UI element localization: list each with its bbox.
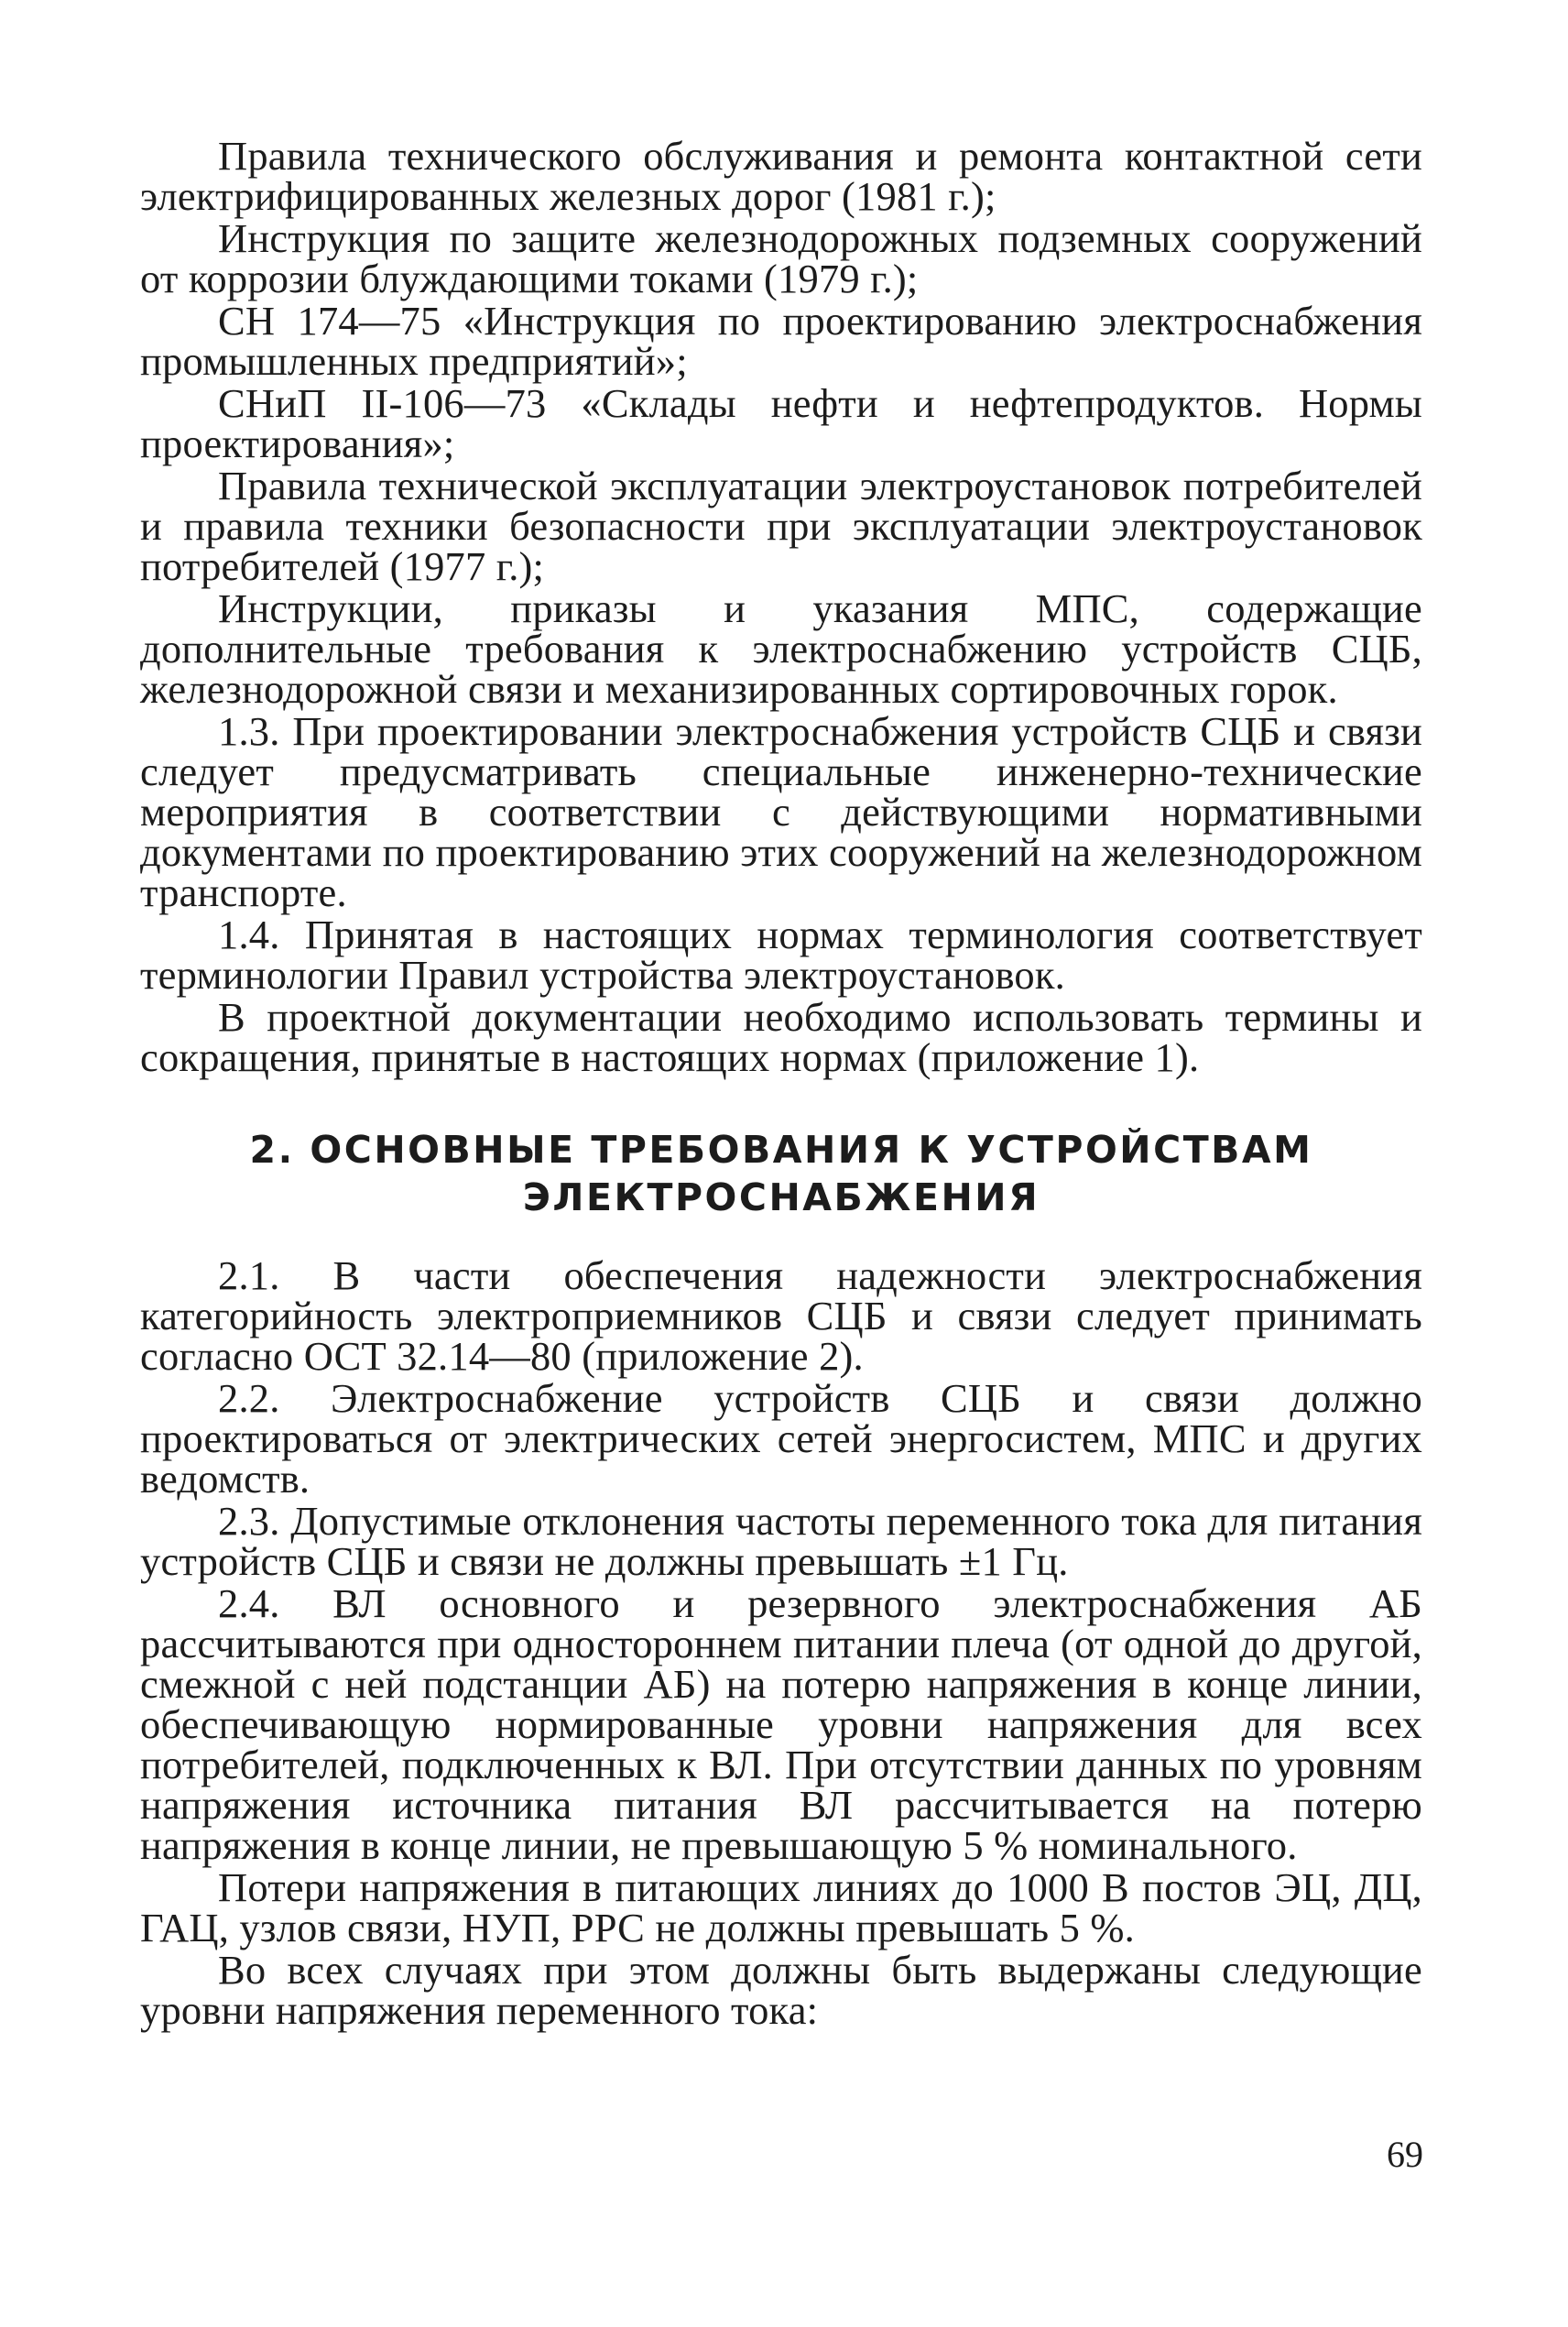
paragraph-sn-174-75: СН 174—75 «Инструкция по проектированию электроснабжения промышленных предприятий»;: [140, 298, 1422, 384]
section-heading: [140, 1126, 1422, 1221]
document-page: [140, 133, 1422, 2033]
page-number: 69: [1387, 2134, 1423, 2175]
paragraph-contact-network-rules: Правила технического обслуживания и ремонта контактной сети электрифицированных железных дорог (1981 г.);: [140, 133, 1422, 219]
paragraph-snip-ii-106-73: СНиП II-106—73 «Склады нефти и нефтепродуктов. Нормы проектирования»;: [140, 380, 1422, 466]
paragraph-voltage-losses: Потери напряжения в питающих линиях до 1000 В постов ЭЦ, ДЦ, ГАЦ, узлов связи, НУП, РРС не должны превышать 5 %.: [140, 1864, 1422, 1950]
section-heading-line1: 2. ОСНОВНЫЕ ТРЕБОВАНИЯ К УСТРОЙСТВАМ: [249, 1128, 1313, 1172]
paragraph-operation-rules: Правила технической эксплуатации электроустановок потребителей и правила техники безопасности при эксплуатации электроустановок потребителей (1977 г.);: [140, 463, 1422, 589]
paragraph-voltage-levels: Во всех случаях при этом должны быть выдержаны следующие уровни напряжения переменного тока:: [140, 1947, 1422, 2033]
paragraph-corrosion-instruction: Инструкция по защите железнодорожных подземных сооружений от коррозии блуждающими токами (1979 г.);: [140, 215, 1422, 301]
paragraph-2-2: 2.2. Электроснабжение устройств СЦБ и связи должно проектироваться от электрических сетей энергосистем, МПС и других ведомств.: [140, 1375, 1422, 1502]
paragraph-mps-instructions: Инструкции, приказы и указания МПС, содержащие дополнительные требования к электроснабжению устройств СЦБ, железнодорожной связи и механизированных сортировочных горок.: [140, 585, 1422, 712]
paragraph-2-4: 2.4. ВЛ основного и резервного электроснабжения АБ рассчитываются при одностороннем питании плеча (от одной до другой, смежной с ней подстанции АБ) на потерю напряжения в конце линии, обеспечивающую нормированные уровни напряжения для всех потребителей, подключенных к ВЛ. При отсутствии данных по уровням напряжения источника питания ВЛ рассчитывается на потерю напряжения в конце линии, не превышающую 5 % номинального.: [140, 1580, 1422, 1868]
paragraph-2-1: 2.1. В части обеспечения надежности электроснабжения категорийность электроприемников СЦБ и связи следует принимать согласно ОСТ 32.14—80 (приложение 2).: [140, 1252, 1422, 1379]
paragraph-1-3: 1.3. При проектировании электроснабжения устройств СЦБ и связи следует предусматривать специальные инженерно-технические мероприятия в соответствии с действующими нормативными документами по проектированию этих сооружений на железнодорожном транспорте.: [140, 708, 1422, 915]
paragraph-2-3: 2.3. Допустимые отклонения частоты переменного тока для питания устройств СЦБ и связи не должны превышать ±1 Гц.: [140, 1498, 1422, 1584]
paragraph-terms-abbreviations: В проектной документации необходимо использовать термины и сокращения, принятые в настоящих нормах (приложение 1).: [140, 994, 1422, 1080]
section-heading-line2: ЭЛЕКТРОСНАБЖЕНИЯ: [522, 1175, 1040, 1219]
paragraph-1-4: 1.4. Принятая в настоящих нормах терминология соответствует терминологии Правил устройства электроустановок.: [140, 912, 1422, 998]
